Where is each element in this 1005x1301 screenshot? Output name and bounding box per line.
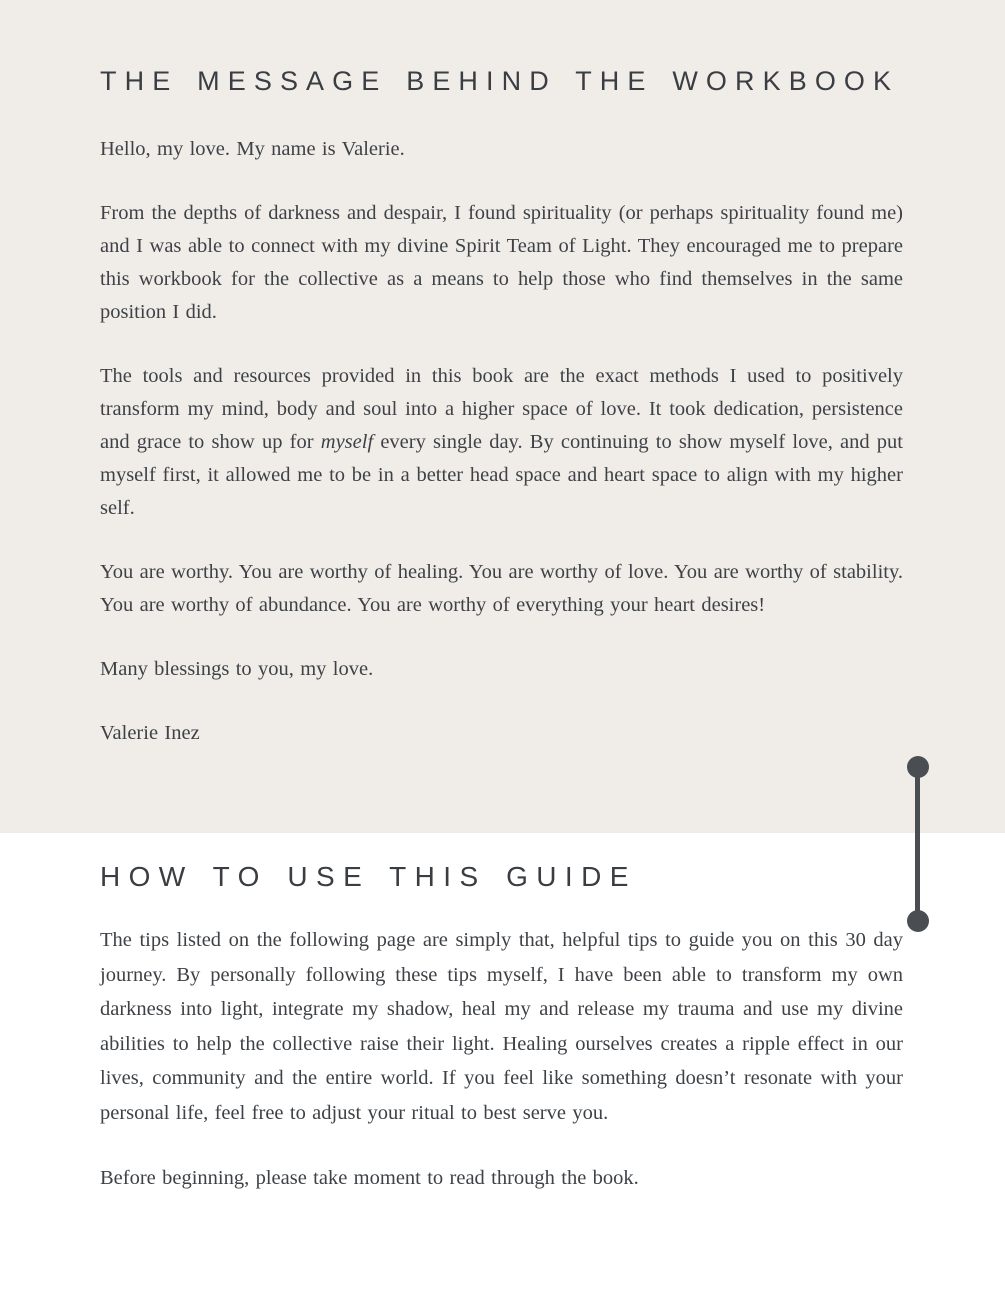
signature: Valerie Inez bbox=[100, 722, 200, 745]
paragraph-tips: The tips listed on the following page are simply that, helpful tips to guide you on this 30 day journey. By personally following these tips myself, I have been able to transform my own darkness into light, integrate my shadow, heal my and release my trauma and use my divine abilities to help the collective raise their light. Healing ourselves creates a ripple effect in our lives, community and the entire world. If you feel like something doesn’t resonate with your personal life, feel free to adjust your ritual to best serve you. bbox=[100, 929, 903, 1124]
paragraph-journey: From the depths of darkness and despair, I found spirituality (or perhaps spirituality found me) and I was able to connect with my divine Spirit Team of Light. They encouraged me to prepare this workbook for the collective as a means to help those who find themselves in the same position I did. bbox=[100, 202, 903, 324]
paragraph-tools-text-pre: The tools and resources provided in this book are the exact methods I used to positively transform my mind, body and soul into a higher space of love. It took dedication, persistence and grace to show up for bbox=[100, 365, 903, 454]
guide-section bbox=[0, 833, 1005, 1301]
message-heading: THE MESSAGE BEHIND THE WORKBOOK bbox=[100, 66, 900, 96]
paragraph-worthy: You are worthy. You are worthy of healing. You are worthy of love. You are worthy of stability. You are worthy of abundance. You are worthy of everything your heart desires! bbox=[100, 561, 903, 617]
paragraph-before-beginning: Before beginning, please take moment to read through the book. bbox=[100, 1167, 639, 1190]
guide-heading: HOW TO USE THIS GUIDE bbox=[100, 861, 637, 892]
paragraph-tools bbox=[100, 360, 903, 525]
paragraph-greeting: Hello, my love. My name is Valerie. bbox=[100, 138, 405, 161]
paragraph-tools-text-post: every single day. By continuing to show myself love, and put myself first, it allowed me to be in a better head space and heart space to align with my higher self. bbox=[100, 431, 903, 520]
paragraph-tools-italic-word: myself bbox=[320, 431, 374, 454]
paragraph-blessings: Many blessings to you, my love. bbox=[100, 658, 374, 681]
